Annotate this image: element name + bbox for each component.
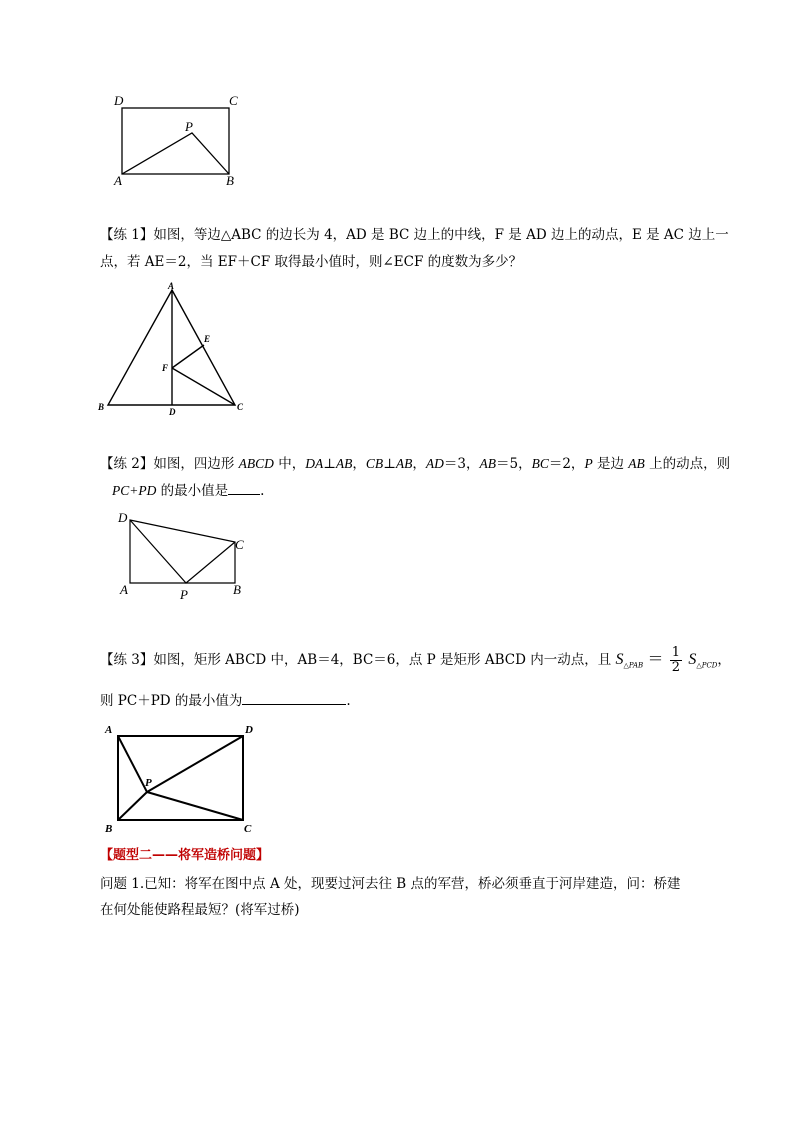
label-a: A — [120, 582, 128, 597]
figure-rectangle-interior-p — [100, 718, 265, 838]
exercise-3-line-1: 【练 3】如图，矩形 ABCD 中，AB＝4，BC＝6，点 P 是矩形 ABCD 内一动点，且 $S_{\triangle PAB}$ ＝ $\frac{1}{2}$ $S_{\triangle PCD}$， — [100, 645, 731, 675]
fraction-one-half: $\frac{1}{2}$ — [671, 645, 681, 675]
label-f: F — [162, 363, 169, 373]
label-p: P — [185, 119, 193, 134]
figure-rectangle-p — [105, 88, 265, 193]
label-d: D — [245, 724, 253, 736]
exercise-2-line-2: PC+PD 的最小值是 . — [112, 478, 264, 504]
label-c: C — [244, 823, 252, 835]
exercise-3-line-2: 则 PC＋PD 的最小值为 . — [100, 688, 351, 714]
label-b: B — [105, 823, 113, 835]
label-d: D — [114, 93, 124, 108]
label-b: B — [226, 173, 234, 188]
label-p: P — [180, 587, 188, 602]
section-heading: 【题型二——将军造桥问题】 — [100, 848, 270, 863]
label-a: A — [105, 724, 113, 736]
figure-quadrilateral — [110, 505, 260, 605]
label-d: D — [169, 407, 176, 417]
label-c: C — [229, 93, 238, 108]
question-1-line-2: 在何处能使路程最短？(将军过桥) — [100, 902, 300, 918]
exercise-2-line-1: 【练 2】如图，四边形 ABCD 中，DA⊥AB，CB⊥AB，AD＝3，AB＝5，BC＝2，P 是边 AB 上的动点，则 — [100, 456, 731, 472]
label-c: C — [237, 402, 244, 412]
answer-blank[interactable] — [242, 690, 346, 705]
label-a: A — [168, 281, 175, 291]
label-d: D — [118, 510, 128, 525]
question-1-line-1: 问题 1.已知：将军在图中点 A 处，现要过河去往 B 点的军营，桥必须垂直于河岸建造，问：桥建 — [100, 876, 681, 892]
label-c: C — [235, 537, 244, 552]
exercise-1-line-1: 【练 1】如图，等边△ABC 的边长为 4，AD 是 BC 边上的中线，F 是 AD 边上的动点，E 是 AC 边上一 — [100, 227, 729, 243]
label-a: A — [114, 173, 122, 188]
label-b: B — [98, 402, 105, 412]
answer-blank[interactable] — [228, 480, 260, 495]
exercise-1-line-2: 点，若 AE＝2，当 EF＋CF 取得最小值时，则∠ECF 的度数为多少？ — [100, 254, 523, 270]
label-b: B — [233, 582, 241, 597]
figure-equilateral-triangle — [92, 280, 252, 420]
label-p: P — [145, 777, 152, 789]
label-e: E — [204, 334, 211, 344]
